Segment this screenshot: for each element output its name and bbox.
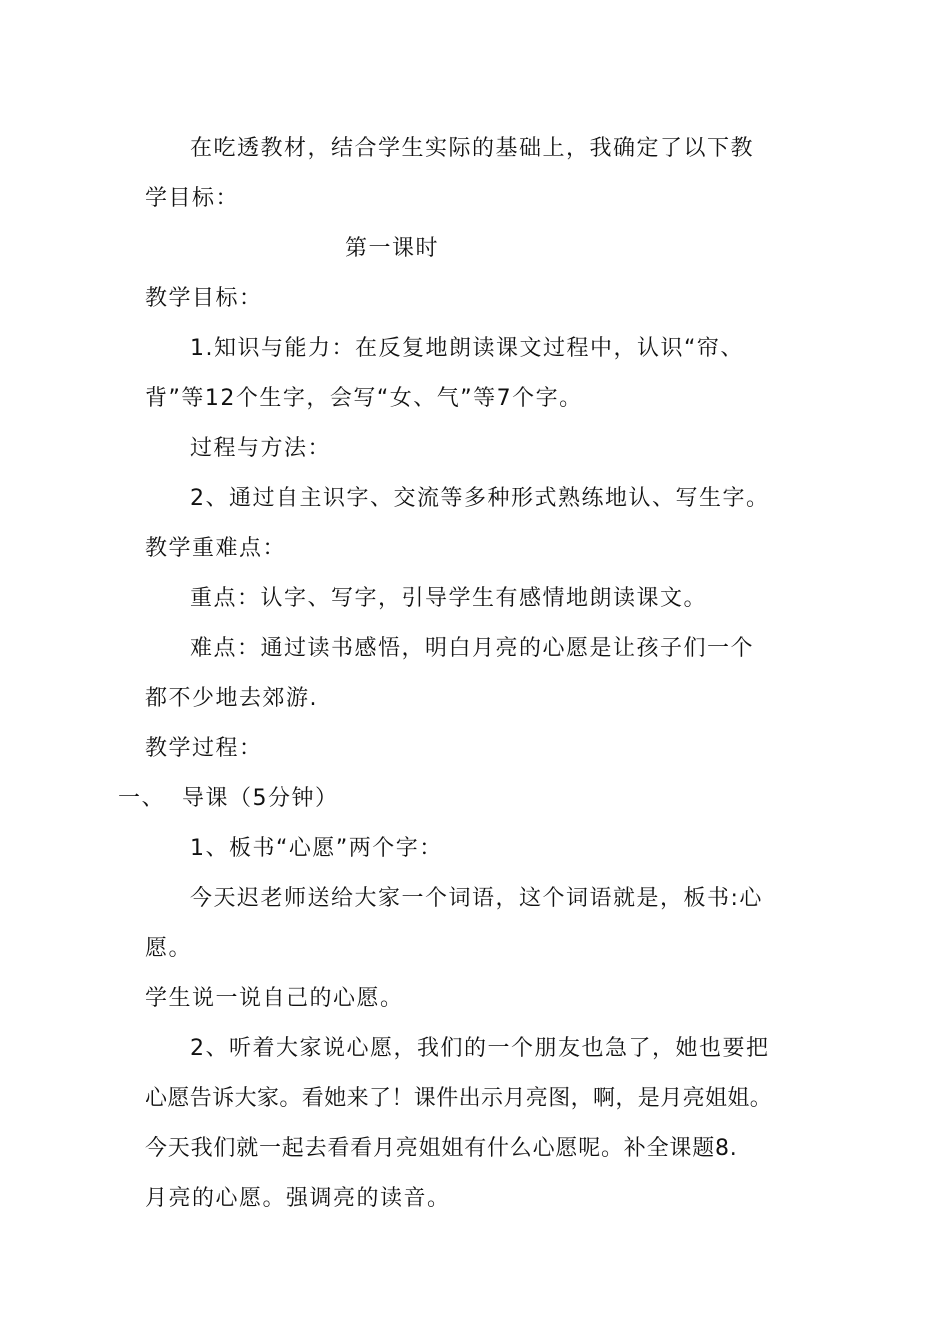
objective-1-line-1: 1.知识与能力：在反复地朗读课文过程中，认识“帘、 — [190, 336, 744, 361]
step-1-item-2-line-2: 心愿告诉大家。看她来了！课件出示月亮图，啊，是月亮姐姐。 — [145, 1086, 773, 1111]
step-1-item-2-line-3: 今天我们就一起去看看月亮姐姐有什么心愿呢。补全课题8. — [145, 1136, 738, 1161]
student-activity-line: 学生说一说自己的心愿。 — [145, 986, 404, 1011]
paragraph-intro-line-1: 在吃透教材，结合学生实际的基础上，我确定了以下教 — [190, 136, 755, 161]
key-point-line: 重点：认字、写字，引导学生有感情地朗读课文。 — [190, 586, 708, 611]
step-1-paragraph-line-1: 今天迟老师送给大家一个词语，这个词语就是，板书:心 — [190, 886, 763, 911]
lesson-heading: 第一课时 — [345, 236, 440, 261]
step-1-heading: 一、 导课（5分钟） — [118, 786, 339, 811]
section-heading-objectives: 教学目标： — [145, 286, 263, 311]
objective-2-line: 2、通过自主识字、交流等多种形式熟练地认、写生字。 — [190, 486, 770, 511]
section-heading-key-points: 教学重难点： — [145, 536, 287, 561]
step-1-paragraph-line-2: 愿。 — [145, 936, 193, 961]
step-1-item-2-line-1: 2、听着大家说心愿，我们的一个朋友也急了，她也要把 — [190, 1036, 770, 1061]
paragraph-intro-line-2: 学目标： — [145, 186, 240, 211]
difficulty-line-2: 都不少地去郊游. — [145, 686, 318, 711]
section-heading-process: 教学过程： — [145, 736, 263, 761]
difficulty-line-1: 难点：通过读书感悟，明白月亮的心愿是让孩子们一个 — [190, 636, 755, 661]
step-1-item-2-line-4: 月亮的心愿。强调亮的读音。 — [145, 1186, 451, 1211]
step-1-item-1: 1、板书“心愿”两个字： — [190, 836, 443, 861]
subheading-process-method: 过程与方法： — [190, 436, 332, 461]
objective-1-line-2: 背”等12个生字，会写“女、气”等7个字。 — [145, 386, 583, 411]
